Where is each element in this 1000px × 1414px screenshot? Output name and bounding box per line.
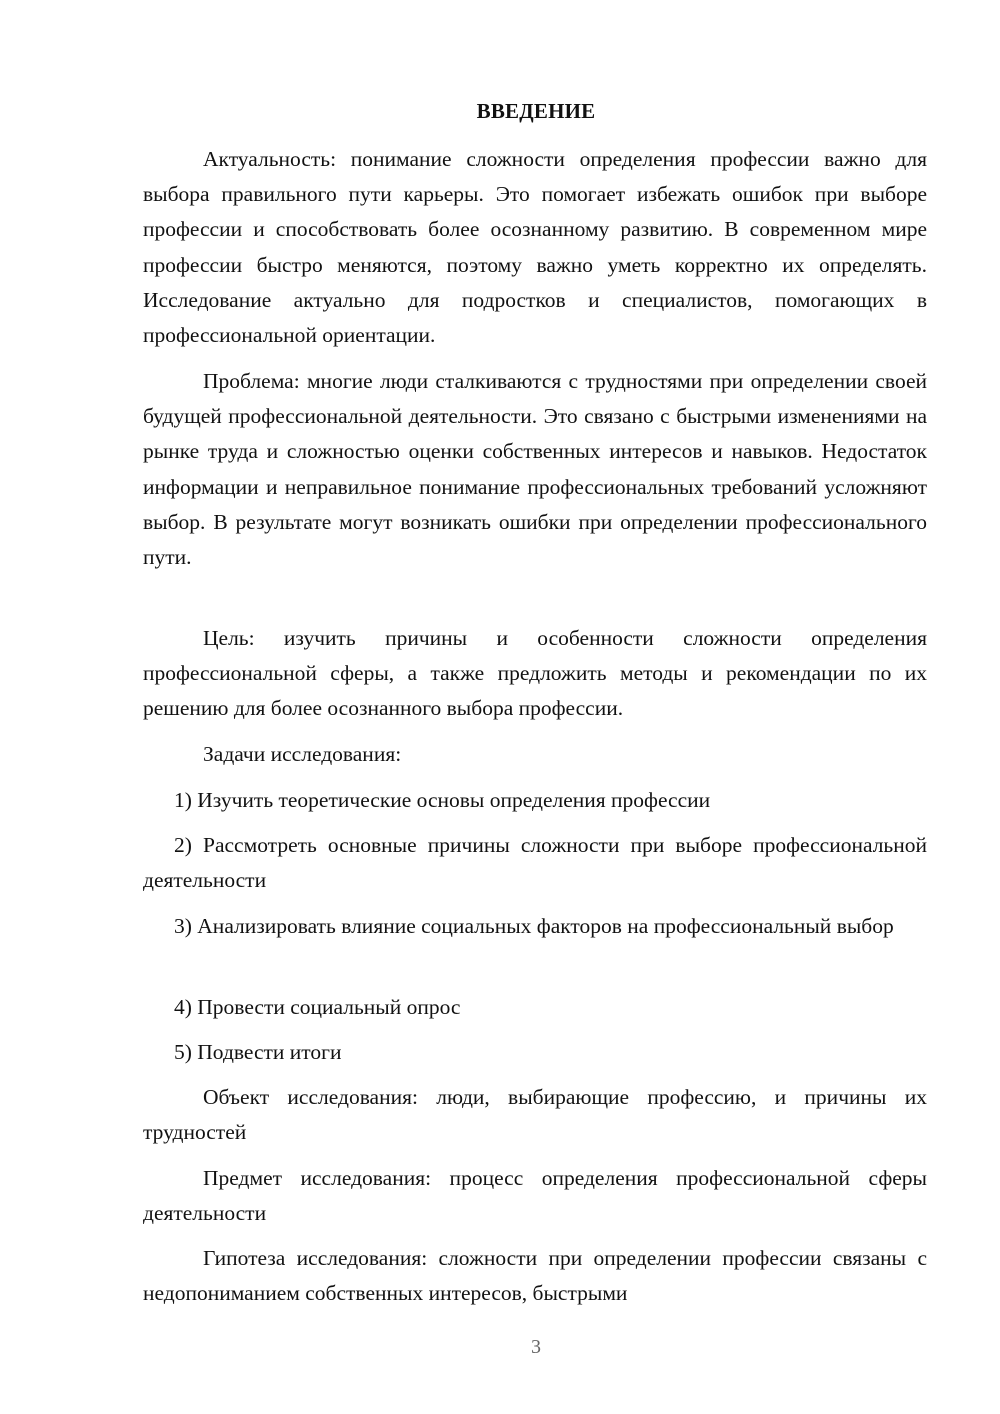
research-object-paragraph: Объект исследования: люди, выбирающие профессию, и причины их трудностей: [143, 1085, 927, 1145]
task-item-5: 5) Подвести итоги: [174, 1040, 342, 1064]
task-item-2: 2) Рассмотреть основные причины сложности при выборе профессиональной деятельности: [143, 833, 927, 893]
problem-paragraph: Проблема: многие люди сталкиваются с трудностями при определении своей будущей профессиональной деятельности. Это связано с быстрыми изменениями на рынке труда и сложностью оценки собственных интересов и навыков. Недостаток информации и неправильное понимание профессиональных требований усложняют выбор. В результате могут возникать ошибки при определении профессионального пути.: [143, 369, 927, 570]
research-subject-paragraph: Предмет исследования: процесс определения профессиональной сферы деятельности: [143, 1166, 927, 1226]
task-item-1: 1) Изучить теоретические основы определения профессии: [174, 788, 711, 812]
section-heading: ВВЕДЕНИЕ: [476, 99, 596, 123]
hypothesis-paragraph: Гипотеза исследования: сложности при определении профессии связаны с недопониманием собственных интересов, быстрыми: [143, 1246, 927, 1306]
task-item-3: 3) Анализировать влияние социальных факторов на профессиональный выбор: [174, 914, 894, 938]
tasks-heading: Задачи исследования:: [203, 742, 402, 766]
page-number: 3: [531, 1336, 541, 1358]
task-item-4: 4) Провести социальный опрос: [174, 995, 461, 1019]
relevance-paragraph: Актуальность: понимание сложности определения профессии важно для выбора правильного пути карьеры. Это помогает избежать ошибок при выборе профессии и способствовать более осознанному развитию. В современном мире профессии быстро меняются, поэтому важно уметь корректно их определять. Исследование актуально для подростков и специалистов, помогающих в профессиональной ориентации.: [143, 147, 927, 348]
goal-paragraph: Цель: изучить причины и особенности сложности определения профессиональной сферы, а также предложить методы и рекомендации по их решению для более осознанного выбора профессии.: [143, 626, 927, 721]
